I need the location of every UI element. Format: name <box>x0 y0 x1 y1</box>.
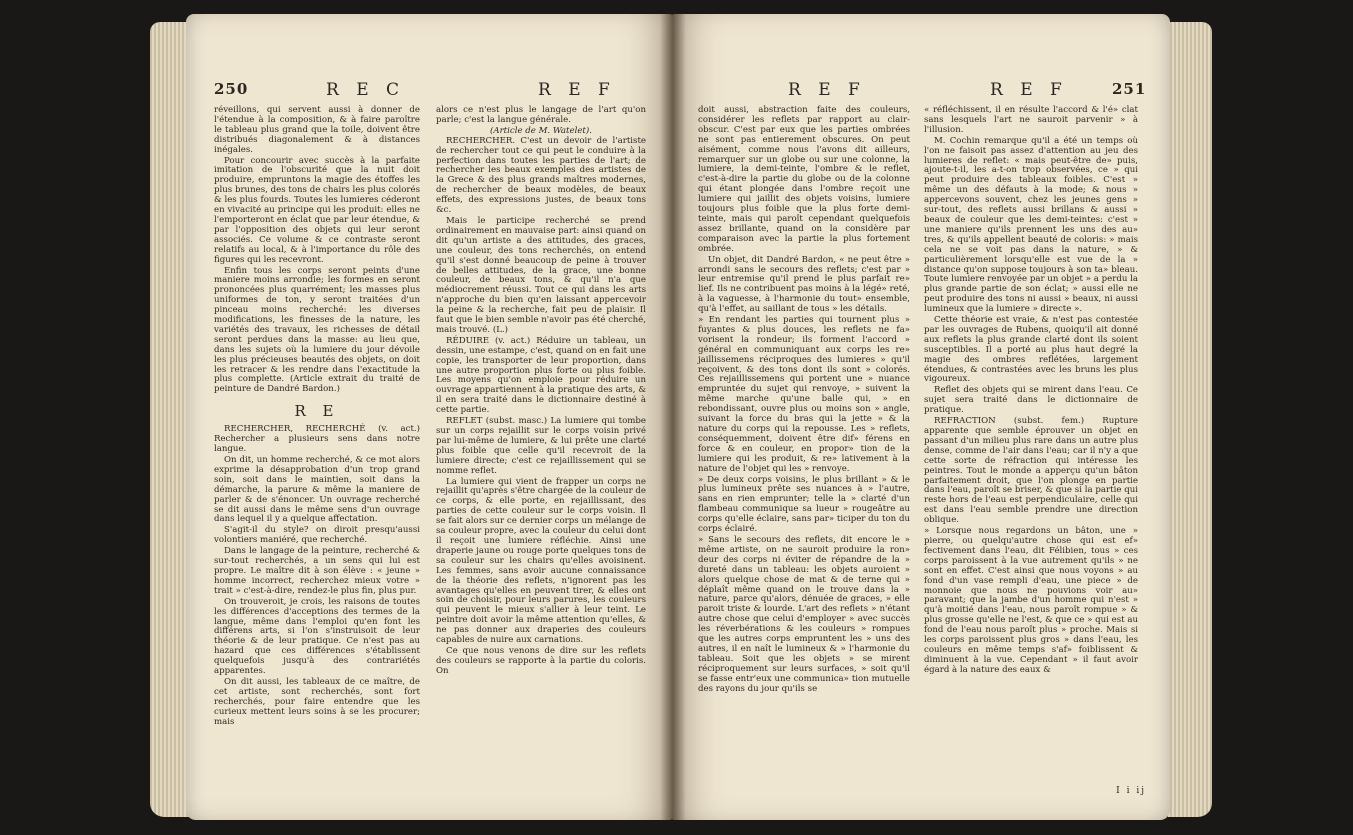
paragraph: Ce que nous venons de dire sur les reflets des couleurs se rapporte à la partie du coloris. On <box>436 645 646 676</box>
left-page-column-1 <box>214 106 420 728</box>
section-heading: R E <box>294 402 340 421</box>
paragraph: On dit, un homme recherché, & ce mot alors exprime la désapprobation d'un trop grand soin, soit dans le maintien, soit dans la démarche, la parure & même la maniere de parler & de s'énoncer. Un ouvrage recherché se dit aussi dans le même sens d'un ouvrage dans lequel il y a quelque affectation. <box>214 455 420 525</box>
paragraph: » Sans le secours des reflets, dit encore le » même artiste, on ne sauroit produire la ron» deur des corps ni éviter de répandre de la » dureté dans un tableau: les objets auroient » alors quelque chose de mat & de terne qui » déplaît même quand on le trouve dans la » nature, parce qu'alors, dénuée de graces, » elle paroit triste & lourde. L'art des reflets » n'étant autre chose que celui d'employer » avec succès les réverbérations & les couleurs » rompues que les autres corps empruntent les » uns des autres, il en naît le lumineux & » l'harmonie du tableau. Soit que les objets » se mirent réciproquement sur leurs surfaces, » soit qu'il se fasse entr'eux une communica» tion mutuelle des rayons du jour qu'ils se <box>698 534 910 694</box>
paragraph: S'agit-il du style? on diroit presqu'aussi volontiers maniéré, que recherché. <box>214 525 420 546</box>
running-head-right: R E F <box>538 80 616 100</box>
paragraph: » Lorsque nous regardons un bâton, une » pierre, ou quelqu'autre chose qui est ef» fectivement dans l'eau, dit Félibien, tous » ces corps paroissent à la vue autrement qu'ils » ne sont en effet. C'est ainsi que nous voyons » au fond d'un vase rempli d'eau, une piece » de monnoie que nous ne pouvions voir au» paravant; que la jambe d'un homme qui n'est » qu'à moitié dans l'eau, nous paroît rompue » & plus grosse qu'elle ne l'est, & que ce » qui est au fond de l'eau nous paroît plus » proche. Mais si les corps paroissent plus gros » dans l'eau, les couleurs en même temps s'af» foiblissent & diminuent à la vue. Cependant » il faut avoir égard à la nature des eaux & <box>924 526 1138 675</box>
page-edges-right <box>1168 22 1212 817</box>
right-page <box>672 14 1170 820</box>
entry-reduire: RÉDUIRE (v. act.) Réduire un tableau, un dessin, une estampe, c'est, quand on en fait une copie, les transporter de leur proportion, dans une autre proportion plus forte ou plus foible. Les moyens qu'on emploie pour réduire un ouvrage appartiennent à la pratique des arts, & il en sera traité dans le dictionnaire destiné à cette partie. <box>436 335 647 416</box>
paragraph: M. Cochin remarque qu'il a été un temps où l'on ne faisoit pas assez d'attention au jeu des lumieres de reflet: « mais peut-être de» puis, ajoute-t-il, les a-t-on trop observées, ce » qui peut produire des tableaux foibles. C'est » même un des défauts à la mode; & nous » appercevons souvent, chez les jeunes gens » sur-tout, des reflets aussi brillans & aussi » beaux de couleur que les demi-teintes: c'est » une maniere qu'ils prennent les uns des au» tres, & qu'ils appellent beauté de coloris: » mais cela ne se voit pas dans la nature, » & particulièrement lorsqu'elle est vue de la » distance qu'on suppose toujours à son ta» bleau. Toute lumiere renvoyée par un objet » a perdu la plus grande partie de son éclat; » aussi elle ne peut produire des tons ni aussi » beaux, ni aussi lumineux que la lumiere » directe ». <box>924 135 1138 315</box>
attribution: (Article de M. Watelet). <box>490 125 592 136</box>
entry-rechercher: RECHERCHER. C'est un devoir de l'artiste de rechercher tout ce qui peut le conduire à la perfection dans toutes les parties de l'art; de rechercher les beaux exemples des artistes de la Grece & des plus grands maîtres modernes, de rechercher de beaux modèles, de beaux effets, des expressions justes, de beaux tons &c. <box>436 135 646 216</box>
signature-mark: I i ij <box>1116 786 1146 796</box>
right-page-column-2 <box>924 106 1138 677</box>
paragraph: Enfin tous les corps seront peints d'une maniere moins arrondie; les formes en seront prononcées plus quarrément; les masses plus uniformes de ton, y seront traitées d'un pinceau moins recherché: les diverses modifications, les finesses de la nature, les variétés des travaux, les richesses de détail seront perdues dans la masse: au lieu que, dans les sujets où la lumiere du jour dévoile les plus précieuses beautés des objets, on doit les retracer & les rendre dans l'exactitude la plus complette. (Article extrait du traité de peinture de Dandré Bardon.) <box>214 265 420 395</box>
paragraph: » En rendant les parties qui tournent plus » fuyantes & plus douces, les reflets ne fa» vorisent la rondeur; ils forment l'accord » général en communiquant aux corps les re» jaillissemens réciproques des lumieres » qu'il reçoivent, & des tons dont ils sont » colorés. Ces rejaillissemens qui portent une » nuance empruntée du sujet qui renvoye, » suivent la même marche qu'une balle qui, » en rebondissant, ouvre plus ou moins son » angle, suivant la force du bras qui la jette » & la nature du corps qui la repousse. Les » reflets, conséquemment, doivent être dif» férens en force & en couleur, en propor» tion de la lumiere qui les produit, & re» lativement à la nature de l'objet qui les » renvoye. <box>698 315 910 474</box>
page-edges-left <box>150 22 190 817</box>
right-page-header <box>672 80 1170 102</box>
paragraph: « réfléchissent, il en résulte l'accord & l'é» clat sans lesquels l'art ne sauroit parvenir » à l'illusion. <box>924 105 1138 135</box>
paragraph: Dans le langage de la peinture, recherché & sur-tout recherchés, a un sens qui lui est propre. Le maître dit à son élève : « jeune » homme incorrect, recherchez mieux votre » trait » c'est-à-dire, rendez-le plus fin, plus pur. <box>214 546 420 596</box>
left-page <box>186 14 672 820</box>
paragraph: Cette théorie est vraie, & n'est pas contestée par les ouvrages de Rubens, quoiqu'il ait donné aux reflets la plus grande clarté dont ils soient susceptibles. Il a porté au plus haut degré la magie des ombres reflétées, largement étendues, & contrastées avec les bruns les plus vigoureux. <box>924 315 1138 385</box>
entry-recherche: RECHERCHER, RECHERCHÉ (v. act.) Rechercher a plusieurs sens dans notre langue. <box>214 424 420 455</box>
right-page-column-1 <box>698 106 910 695</box>
entry-refraction: REFRACTION (subst. fem.) Rupture apparente que semble éprouver un objet en passant d'un milieu plus rare dans un autre plus dense, comme de l'air dans l'eau; car il n'y a que cette sorte de réfraction qui intéresse les peintres. Tout le monde a apperçu qu'un bâton parfaitement droit, que l'on plonge en partie dans l'eau, paroît se briser, & que si la partie qui reste hors de l'eau est perpendiculaire, celle qui est dans l'eau semble prendre une direction oblique. <box>924 416 1138 526</box>
book-gutter <box>660 14 686 820</box>
entry-reflet: REFLET (subst. masc.) La lumiere qui tombe sur un corps rejaillit sur le corps voisin privé par lui-même de lumiere, & lui prête une clarté plus foible que celle qu'il recevroit de la lumiere directe; c'est ce rejaillissement qui se nomme reflet. <box>436 416 646 476</box>
paragraph: Pour concourir avec succès à la parfaite imitation de l'obscurité que la nuit doit produire, empruntons la magie des étoffes les plus brunes, des tons de chairs les plus colorés & les plus fourds. Toutes les lumieres céderont en vivacité au principe qui les produit: elles ne l'emporteront en éclat que par leur étendue, & par l'opposition des objets qui leur seront associés. Ce volume & ce contraste seront relatifs au local, & à l'importance du rôle des figures qui les recevront. <box>214 155 420 265</box>
page-number: 250 <box>214 80 249 98</box>
paragraph: La lumiere qui vient de frapper un corps ne rejaillit qu'après s'être chargée de la couleur de ce corps, & elle porte, en rejaillissant, des parties de cette couleur sur le corps voisin. Il se fait alors sur ce dernier corps un mélange de sa couleur propre, avec la couleur du celui dont il reçoit une lumiere réfléchie. Ainsi une draperie jaune ou rouge porte quelques tons de sa couleur sur les chairs qu'elles avoisinent. Les femmes, sans avoir aucune connaissance de la théorie des reflets, n'ignorent pas les avantages qu'elles en peuvent tirer, & elles ont soin de choisir, pour leurs parures, les couleurs qui peuvent le mieux s'allier à leur teint. Le peintre doit avoir la même attention qu'elles, & ne pas donner aux draperies des couleurs capables de nuire aux carnations. <box>436 476 646 646</box>
paragraph: alors ce n'est plus le langage de l'art qu'on parle; c'est la langue générale. <box>436 105 646 125</box>
left-page-header <box>186 80 672 102</box>
paragraph: réveillons, qui servent aussi à donner de l'étendue à la composition, & à faire paroître le tableau plus grand que la toile, doivent être distribués diagonalement & à distances inégales. <box>214 105 420 155</box>
page-number: 251 <box>1112 80 1147 98</box>
paragraph: Mais le participe recherché se prend ordinairement en mauvaise part: ainsi quand on dit qu'un artiste a des attitudes, des graces, une couleur, des tons recherchés, on entend qu'il s'est donné beaucoup de peine à trouver de belles attitudes, de la grace, une bonne couleur, de beaux tons, & qu'il n'a que médiocrement réussi. Tout ce qui dans les arts n'approche du bien qu'en laissant appercevoir la peine & la recherche, fait peu de plaisir. Il faut que le bien semble n'avoir pas été cherché, mais trouvé. (L.) <box>436 215 646 335</box>
running-head-left: R E F <box>788 80 866 100</box>
running-head-left: R E C <box>326 80 406 100</box>
paragraph: » De deux corps voisins, le plus brillant » & le plus lumineux prête ses nuances à » l'autre, sans en rien emprunter; telle la » clarté d'un flambeau communique sa lueur » rougeâtre au corps qu'elle éclaire, sans par» ticiper du ton du corps éclairé. <box>698 474 910 535</box>
paragraph: doit aussi, abstraction faite des couleurs, considérer les reflets par rapport au clair-obscur. C'est par eux que les parties ombrées ne sont pas entierement obscures. On peut aisément, comme nous l'avons dit ailleurs, remarquer sur un globe ou sur une colonne, la lumiere, la demi-teinte, l'ombre & le reflet, c'est-à-dire la partie du globe ou de la colonne qui étant plongée dans l'ombre reçoit une lumiere qui jaillit des objets voisins, lumiere toujours plus foible que la plus forte demi-teinte, mais qui paroît cependant quelquefois assez brillante, quand on la considère par comparaison avec la partie la plus fortement ombrée. <box>698 105 910 254</box>
paragraph: Un objet, dit Dandré Bardon, « ne peut être » arrondi sans le secours des reflets; c'est par » leur entremise qu'il prend le plus parfait re» lief. Ils ne contribuent pas moins à la légé» reté, à la vaguesse, à l'harmonie du tout» ensemble, qu'à l'effet, au saillant de tous » les détails. <box>698 254 910 315</box>
left-page-column-2 <box>436 106 646 678</box>
paragraph: On trouveroit, je crois, les raisons de toutes les différences d'acceptions des termes de la langue, même dans l'emploi qu'en font les différens arts, si l'on s'instruisoit de leur théorie & de leur pratique. Ce n'est pas au hazard que ces différences s'établissent quelquefois jusqu'à des contrariétés apparentes. <box>214 596 420 677</box>
running-head-right: R E F <box>990 80 1068 100</box>
paragraph: On dit aussi, les tableaux de ce maître, de cet artiste, sont recherchés, sont fort recherchés, pour faire entendre que les curieux mettent leurs soins à se les procurer; mais <box>214 676 420 727</box>
paragraph: Reflet des objets qui se mirent dans l'eau. Ce sujet sera traité dans le dictionnaire de pratique. <box>924 385 1138 416</box>
